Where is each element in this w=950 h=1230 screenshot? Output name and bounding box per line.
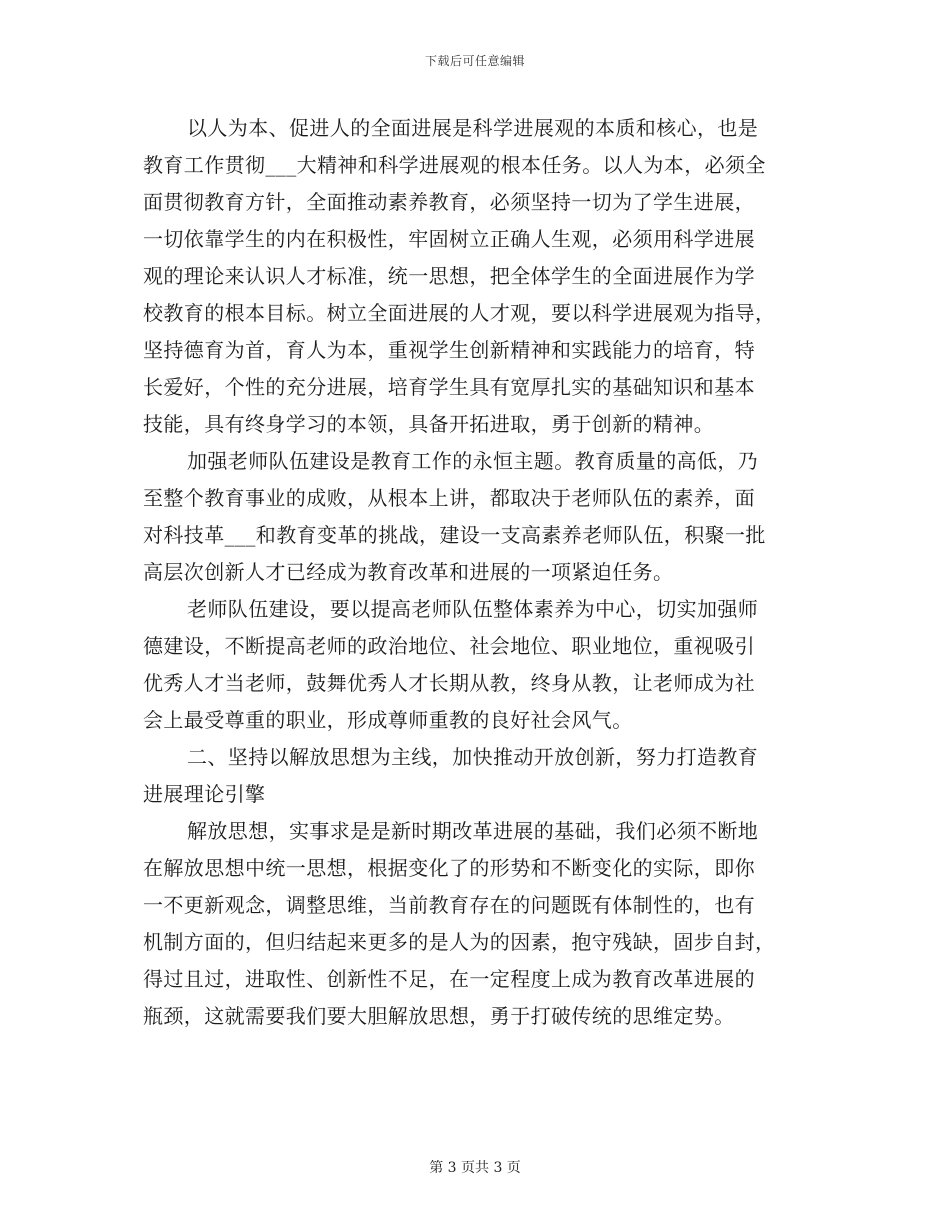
paragraph <box>143 591 808 739</box>
text-line: 进展理论引擎 <box>143 782 266 806</box>
text-line: 二、坚持以解放思想为主线，加快推动开放创新，努力打造教育 <box>187 745 759 769</box>
paragraph <box>143 813 808 1035</box>
text-line: 高层次创新人才已经成为教育改革和进展的一项紧迫任务。 <box>143 560 674 584</box>
text-line: 一切依靠学生的内在积极性，牢固树立正确人生观，必须用科学进展 <box>143 227 755 251</box>
text-line: 一不更新观念，调整思维，当前教育存在的问题既有体制性的，也有 <box>143 893 755 917</box>
text-line: 优秀人才当老师，鼓舞优秀人才长期从教，终身从教，让老师成为社 <box>143 671 755 695</box>
text-line: 校教育的根本目标。树立全面进展的人才观，要以科学进展观为指导， <box>143 301 776 325</box>
text-line: 教育工作贯彻___大精神和科学进展观的根本任务。以人为本，必须全 <box>143 153 766 177</box>
text-line: 得过且过，进取性、创新性不足，在一定程度上成为教育改革进展的 <box>143 967 755 991</box>
text-line: 解放思想，实事求是是新时期改革进展的基础，我们必须不断地 <box>187 819 759 843</box>
text-line: 瓶颈，这就需要我们要大胆解放思想，勇于打破传统的思维定势。 <box>143 1004 735 1028</box>
text-line: 德建设，不断提高老师的政治地位、社会地位、职业地位，重视吸引 <box>143 634 755 658</box>
paragraph <box>143 443 808 591</box>
text-line: 老师队伍建设，要以提高老师队伍整体素养为中心，切实加强师 <box>187 597 759 621</box>
text-line: 机制方面的，但归结起来更多的是人为的因素，抱守残缺，固步自封， <box>143 930 776 954</box>
text-line: 至整个教育事业的成败，从根本上讲，都取决于老师队伍的素养，面 <box>143 486 755 510</box>
section-heading <box>143 739 808 813</box>
text-line: 对科技革___和教育变革的挑战，建设一支高素养老师队伍，积聚一批 <box>143 523 766 547</box>
paragraph <box>143 110 808 443</box>
text-line: 加强老师队伍建设是教育工作的永恒主题。教育质量的高低，乃 <box>187 449 759 473</box>
page-header-note: 下载后可任意编辑 <box>424 54 525 68</box>
text-line: 面贯彻教育方针，全面推动素养教育，必须坚持一切为了学生进展， <box>143 190 755 214</box>
text-line: 观的理论来认识人才标准，统一思想，把全体学生的全面进展作为学 <box>143 264 755 288</box>
text-line: 坚持德育为首，育人为本，重视学生创新精神和实践能力的培育，特 <box>143 338 755 362</box>
text-line: 技能，具有终身学习的本领，具备开拓进取，勇于创新的精神。 <box>143 412 715 436</box>
text-line: 长爱好，个性的充分进展，培育学生具有宽厚扎实的基础知识和基本 <box>143 375 755 399</box>
document-body <box>143 110 808 1035</box>
text-line: 会上最受尊重的职业，形成尊师重教的良好社会风气。 <box>143 708 633 732</box>
text-line: 在解放思想中统一思想，根据变化了的形势和不断变化的实际，即你 <box>143 856 755 880</box>
text-line: 以人为本、促进人的全面进展是科学进展观的本质和核心，也是 <box>187 116 759 140</box>
page-number: 第 3 页共 3 页 <box>429 1160 521 1176</box>
